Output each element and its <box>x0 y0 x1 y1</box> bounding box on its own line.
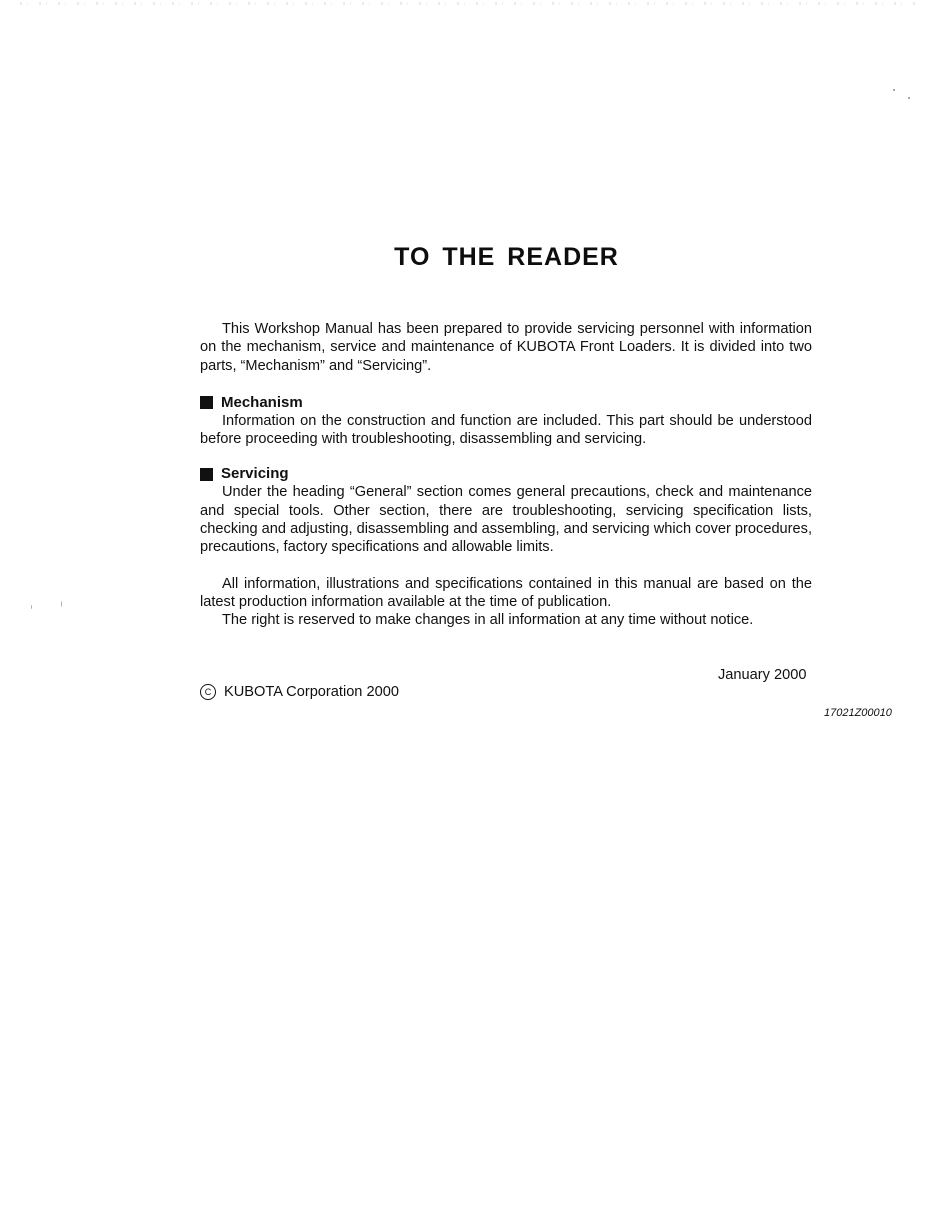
notice-paragraph-2: The right is reserved to make changes in all information at any time without notice. <box>222 612 754 629</box>
section-heading-servicing <box>200 465 812 483</box>
document-body <box>200 320 812 630</box>
copyright-line <box>200 684 399 700</box>
mechanism-paragraph: Information on the construction and function are included. This part should be understood before proceeding with troubleshooting, disassembling and servicing. <box>200 412 812 448</box>
section-heading-mechanism <box>200 394 812 412</box>
scan-speck <box>908 97 910 99</box>
intro-paragraph: This Workshop Manual has been prepared to provide servicing personnel with information on the mechanism, service and maintenance of KUBOTA Front Loaders. It is divided into two parts, “Mechanism” and “Servicing”. <box>200 321 812 374</box>
document-code: 17021Z00010 <box>824 707 892 719</box>
scan-edge-artifact <box>20 2 920 5</box>
publication-date: January 2000 <box>718 667 807 683</box>
black-square-bullet-icon <box>200 396 213 409</box>
black-square-bullet-icon <box>200 468 213 481</box>
section-heading-label: Servicing <box>221 465 289 483</box>
scan-speck <box>61 601 62 607</box>
notice-paragraph-1: All information, illustrations and specifications contained in this manual are based on the latest production information available at the time of publication. <box>200 575 812 610</box>
scan-speck <box>893 89 895 91</box>
section-heading-label: Mechanism <box>221 393 303 411</box>
copyright-icon: C <box>200 684 216 700</box>
copyright-text: KUBOTA Corporation 2000 <box>224 684 399 700</box>
servicing-paragraph: Under the heading “General” section comes general precautions, check and maintenance and special tools. Other section, there are troubleshooting, servicing specification lists, checking and adjusting, disassembling and assembling, and servicing which cover procedures, precautions, factory specifications and allowable limits. <box>200 484 812 556</box>
page-title: TO THE READER <box>394 242 619 271</box>
scan-speck <box>31 605 32 609</box>
